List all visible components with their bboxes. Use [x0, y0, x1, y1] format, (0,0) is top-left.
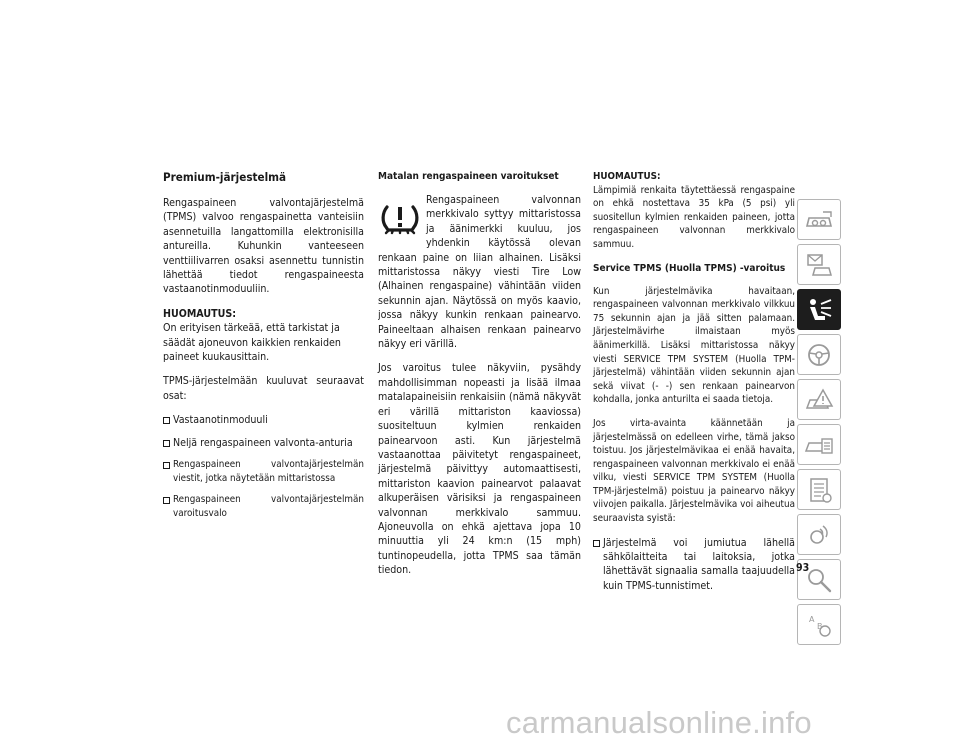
- note: [593, 170, 795, 252]
- warning-block: [378, 193, 581, 361]
- list-item: Neljä rengaspaineen valvonta-anturia: [163, 436, 364, 450]
- chapter-tabs: [797, 199, 841, 649]
- bullet-box-icon: [163, 497, 170, 504]
- paragraph: Rengaspaineen valvontajärjestelmä (TPMS) valvoo rengaspainetta vanteisiin asennetuilla langattomilla elektronisilla antureilla. Kuhunkin vanteeseen venttiilivarren osaksi asennettu tunnistin lähettää tiedot rengaspaineesta vastaanotinmoduuliin.: [163, 197, 364, 296]
- tab-steering[interactable]: [797, 334, 841, 375]
- index-icon: [803, 611, 835, 639]
- bullet-box-icon: [163, 417, 170, 424]
- cause-list: [593, 536, 795, 594]
- column-middle: [378, 170, 581, 588]
- steering-wheel-icon: [803, 341, 835, 369]
- watermark: carmanualsonline.info: [506, 705, 812, 740]
- paragraph: TPMS-järjestelmään kuuluvat seuraavat osat:: [163, 375, 364, 402]
- airbag-seat-icon: [803, 296, 835, 324]
- svg-text:B: B: [817, 621, 823, 631]
- section-heading: Premium-järjestelmä: [163, 170, 287, 184]
- audio-icon: [803, 521, 835, 549]
- tab-checklist[interactable]: [797, 469, 841, 510]
- component-list: [163, 413, 364, 520]
- note: [163, 307, 364, 365]
- paragraph: Jos varoitus tulee näkyviin, pysähdy mahdollisimman nopeasti ja lisää ilmaa matalapaineisiin renkaisiin (nämä näkyvät eri värillä mittariston kaaviossa) suositeltuun kylmien renkaiden painearvoon asti. Kun järjestelmä vastaanottaa päivitetyt rengaspaineet, järjestelmä päivittyy automaattisesti, mittariston kaavion painearvot palaavat alkuperäisen värisiksi ja rengaspaineen valvonnan merkkivalo sammuu. Ajoneuvolla on ehkä ajettava jopa 10 minuuttia yli 24 km:n (15 mph) tuntinopeudella, jotta TPMS saa tämän tiedon.: [378, 362, 581, 577]
- list-item: Rengaspaineen valvontajärjestelmän varoitusvalo: [163, 493, 364, 520]
- tab-mail-car[interactable]: [797, 244, 841, 285]
- mail-car-icon: [803, 251, 835, 279]
- checklist-icon: [803, 476, 835, 504]
- warning-car-icon: [803, 386, 835, 414]
- tab-warning-car[interactable]: [797, 379, 841, 420]
- note-text: Lämpimiä renkaita täytettäessä rengaspaine on ehkä nostettava 35 kPa (5 psi) yli suositellun kylmien renkaiden paineen, jotta rengaspaineen valvonnan merkkivalo sammuu.: [593, 184, 795, 250]
- page-number: 93: [796, 562, 810, 574]
- section-heading: Service TPMS (Huolla TPMS) -varoitus: [593, 262, 786, 274]
- list-item: Vastaanotinmoduuli: [163, 413, 364, 427]
- paragraph: Jos virta-avainta käännetään ja järjestelmässä on edelleen virhe, tämä jakso toistuu. Jos järjestelmävikaa ei enää havaita, rengaspaineen valvonnan merkkivalo ei enää vilku, viesti SERVICE TPM SYSTEM (Huolla TPM-järjestelmä) poistuu ja painearvo näkyy viivojen paikalla. Järjestelmävika voi aiheutua seuraavista syistä:: [593, 417, 795, 525]
- bullet-box-icon: [163, 440, 170, 447]
- note-text: On erityisen tärkeää, että tarkistat ja säädät ajoneuvon kaikkien renkaiden paineet kuukausittain.: [163, 322, 341, 364]
- dashboard-icon: [803, 206, 835, 234]
- svg-text:A: A: [809, 614, 815, 624]
- tire-pressure-warning-icon: [378, 195, 422, 239]
- tab-index[interactable]: [797, 604, 841, 645]
- section-heading: Matalan rengaspaineen varoitukset: [378, 171, 559, 182]
- paragraph: Rengaspaineen valvonnan merkkivalo syttyy mittaristossa ja äänimerkki kuuluu, jos yhdenkin käytössä olevan renkaan paine on liian alhainen. Lisäksi mittaristossa näkyy viesti Tire Low (Alhainen rengaspaine) vähintään viiden sekunnin ajan. Näytössä on myös kaavio, jossa näkyy kunkin renkaan painearvo. Paineeltaan alhaisen renkaan painearvo näkyy eri värillä.: [378, 194, 581, 351]
- service-car-icon: [803, 431, 835, 459]
- column-right: [593, 170, 795, 601]
- note-label: HUOMAUTUS:: [163, 307, 237, 320]
- bullet-box-icon: [593, 540, 600, 547]
- bullet-box-icon: [163, 462, 170, 469]
- list-item: Rengaspaineen valvontajärjestelmän viestit, jotka näytetään mittaristossa: [163, 458, 364, 485]
- column-left: [163, 170, 364, 528]
- note-label: HUOMAUTUS:: [593, 171, 661, 182]
- tab-dashboard[interactable]: [797, 199, 841, 240]
- tab-audio[interactable]: [797, 514, 841, 555]
- list-item: Järjestelmä voi jumiutua lähellä sähkölaitteita tai laitoksia, jotka lähettävät signaalia samalla taajuudella kuin TPMS-tunnistimet.: [593, 536, 795, 594]
- tab-service-car[interactable]: [797, 424, 841, 465]
- tab-safety[interactable]: [797, 289, 841, 330]
- paragraph: Kun järjestelmävika havaitaan, rengaspaineen valvonnan merkkivalo vilkkuu 75 sekunnin ajan ja jää sitten palamaan. Järjestelmävirhe ilmaistaan myös äänimerkillä. Lisäksi mittaristossa näkyy viesti SERVICE TPM SYSTEM (Huolla TPM-järjestelmä) vähintään viiden sekunnin ajan sekä viivat (- -) sen renkaan painearvon kohdalla, jonka anturilta ei saada tietoja.: [593, 285, 795, 406]
